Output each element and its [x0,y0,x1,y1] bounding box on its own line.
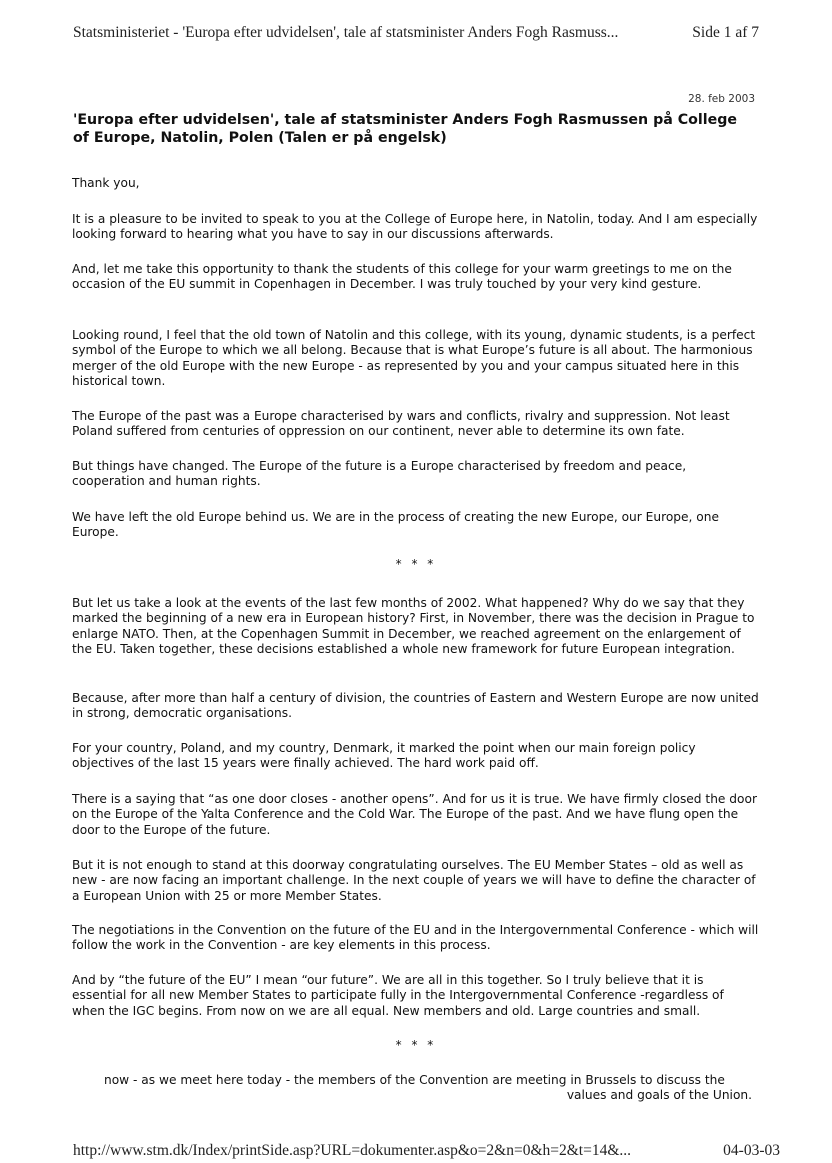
closing-line-1: now - as we meet here today - the members of the Convention are meeting in Brussels to discuss the [104,1073,725,1087]
paragraph: We have left the old Europe behind us. We are in the process of creating the new Europe, our Europe, one Europe. [72,510,719,540]
header-title: Statsministeriet - 'Europa efter udvidelsen', tale af statsminister Anders Fogh Rasmuss... [73,24,619,41]
paragraph: But it is not enough to stand at this doorway congratulating ourselves. The EU Member States – old as well as new - are now facing an important challenge. In the next couple of years we will have to define the character of a European Union with 25 or more Member States. [72,858,756,903]
paragraph: Looking round, I feel that the old town of Natolin and this college, with its young, dynamic students, is a perfect symbol of the Europe to which we all belong. Because that is what Europe’s future is all about. The harmonious merger of the old Europe with the new Europe - as represented by you and your campus situated here in this historical town. [72,328,756,388]
paragraph: But let us take a look at the events of the last few months of 2002. What happened? Why do we say that they marked the beginning of a new era in European history? First, in November, there was the decision in Prague to enlarge NATO. Then, at the Copenhagen Summit in December, we reached agreement on the enlargement of the EU. Taken together, these decisions established a whole new framework for future European integration. [72,596,755,656]
speech-date: 28. feb 2003 [688,93,755,105]
paragraph: The Europe of the past was a Europe characterised by wars and conflicts, rivalry and suppression. Not least Poland suffered from centuries of oppression on our continent, never able to determine its own fate. [72,409,730,439]
paragraph-greeting: Thank you, [72,176,140,190]
paragraph: The negotiations in the Convention on the future of the EU and in the Intergovernmental Conference - which will follow the work in the Convention - are key elements in this process. [72,923,759,953]
paragraph: And, let me take this opportunity to thank the students of this college for your warm greetings to me on the occasion of the EU summit in Copenhagen in December. I was truly touched by your very kind gesture. [72,262,732,292]
section-separator: * * * [395,1038,437,1052]
paragraph: It is a pleasure to be invited to speak to you at the College of Europe here, in Natolin, today. And I am especially looking forward to hearing what you have to say in our discussions afterwards. [72,212,758,242]
footer-url: http://www.stm.dk/Index/printSide.asp?URL=dokumenter.asp&o=2&n=0&h=2&t=14&... [73,1142,632,1159]
paragraph: For your country, Poland, and my country, Denmark, it marked the point when our main foreign policy objectives of the last 15 years were finally achieved. The hard work paid off. [72,741,696,771]
footer-date: 04-03-03 [723,1142,780,1159]
closing-paragraph [104,1073,752,1104]
paragraph: And by “the future of the EU” I mean “our future”. We are all in this together. So I truly believe that it is essential for all new Member States to participate fully in the Intergovernmental Conference -regardless of when the IGC begins. From now on we are all equal. New members and old. Large countries and small. [72,973,724,1018]
speech-title: 'Europa efter udvidelsen', tale af statsminister Anders Fogh Rasmussen på College of Europe, Natolin, Polen (Talen er på engelsk) [73,112,738,146]
header-page-number: Side 1 af 7 [692,24,759,41]
paragraph: But things have changed. The Europe of the future is a Europe characterised by freedom and peace, cooperation and human rights. [72,459,687,489]
paragraph: Because, after more than half a century of division, the countries of Eastern and Western Europe are now united in strong, democratic organisations. [72,691,759,721]
closing-line-2: values and goals of the Union. [566,1088,752,1103]
print-footer [73,1142,780,1160]
print-header [73,24,759,42]
section-separator: * * * [395,557,437,571]
paragraph: There is a saying that “as one door closes - another opens”. And for us it is true. We have firmly closed the door on the Europe of the Yalta Conference and the Cold War. The Europe of the past. And we have flung open the door to the Europe of the future. [72,792,757,837]
